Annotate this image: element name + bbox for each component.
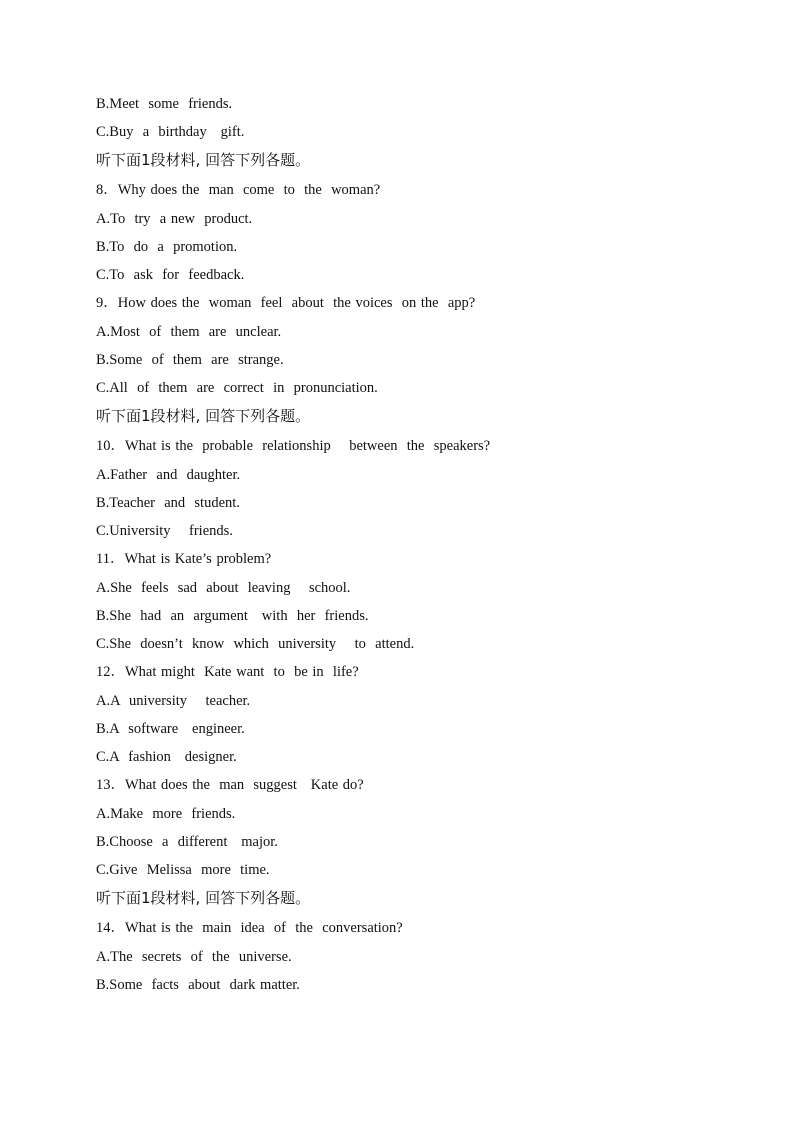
answer-option: A.The secrets of the universe. (96, 949, 292, 965)
section-instruction: 听下面1段材料, 回答下列各题。 (96, 889, 311, 907)
answer-option: B.A software engineer. (96, 721, 245, 737)
document-page (96, 94, 736, 1003)
answer-option: A.Father and daughter. (96, 467, 241, 483)
section-instruction: 听下面1段材料, 回答下列各题。 (96, 407, 311, 425)
section-instruction: 听下面1段材料, 回答下列各题。 (96, 151, 311, 169)
answer-option: A.She feels sad about leaving school. (96, 580, 351, 596)
answer-option: C.All of them are correct in pronunciation. (96, 380, 378, 396)
question-text: 13．What does the man suggest Kate do? (96, 777, 364, 793)
question-text: 12．What might Kate want to be in life? (96, 664, 359, 680)
answer-option: C.She doesn’t know which university to attend. (96, 636, 415, 652)
question-text: 8．Why does the man come to the woman? (96, 182, 381, 198)
answer-option: B.Teacher and student. (96, 495, 240, 511)
answer-option: B.She had an argument with her friends. (96, 608, 369, 624)
answer-option: C.A fashion designer. (96, 749, 237, 765)
answer-option: A.Make more friends. (96, 806, 236, 822)
answer-option: C.University friends. (96, 523, 233, 539)
answer-option: B.Meet some friends. (96, 96, 233, 112)
answer-option: C.Buy a birthday gift. (96, 124, 245, 140)
question-text: 10．What is the probable relationship between the speakers? (96, 438, 491, 454)
answer-option: B.To do a promotion. (96, 239, 238, 255)
question-text: 14．What is the main idea of the conversation? (96, 920, 403, 936)
answer-option: C.To ask for feedback. (96, 267, 245, 283)
answer-option: B.Choose a different major. (96, 834, 278, 850)
answer-option: A.A university teacher. (96, 693, 251, 709)
answer-option: B.Some facts about dark matter. (96, 977, 300, 993)
question-text: 9．How does the woman feel about the voices on the app? (96, 295, 476, 311)
answer-option: C.Give Melissa more time. (96, 862, 270, 878)
question-text: 11．What is Kate’s problem? (96, 551, 272, 567)
answer-option: B.Some of them are strange. (96, 352, 284, 368)
answer-option: A.To try a new product. (96, 211, 253, 227)
answer-option: A.Most of them are unclear. (96, 324, 282, 340)
